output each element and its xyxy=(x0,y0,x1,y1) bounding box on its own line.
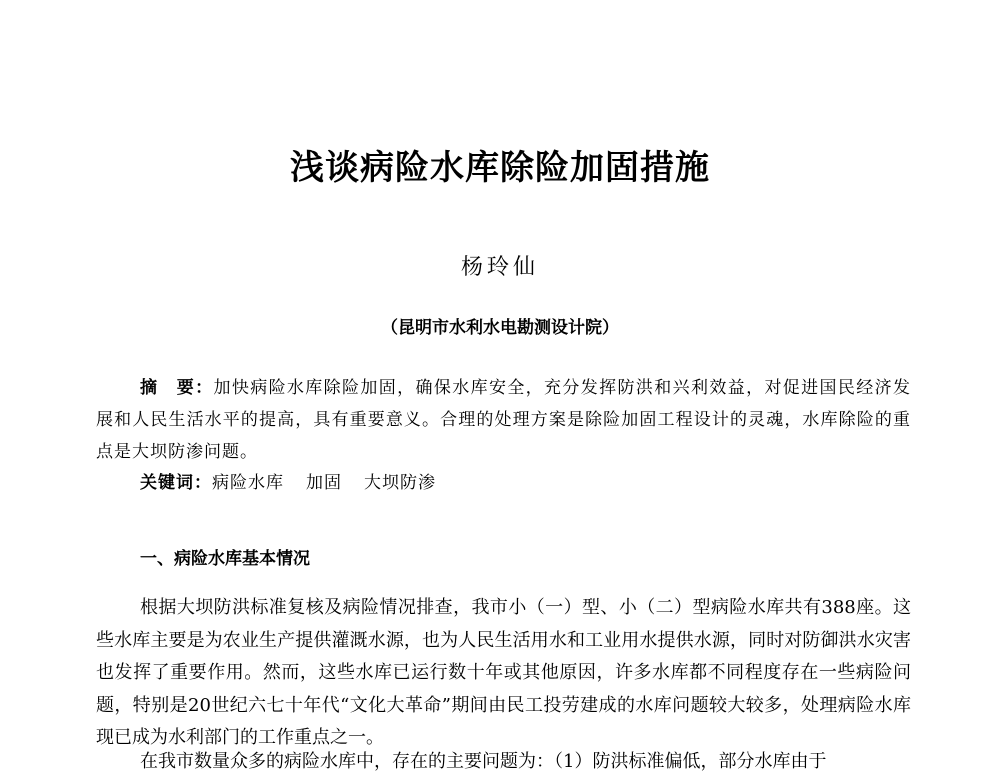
author-name: 杨玲仙 xyxy=(460,255,539,280)
section-heading: 一、病险水库基本情况 xyxy=(140,549,310,569)
body-paragraph: 根据大坝防洪标准复核及病险情况排查，我市小（一）型、小（二）型病险水库共有388座。这些水库主要是为农业生产提供灌溉水源，也为人民生活用水和工业用水提供水源，同时对防御洪水灾害也发挥了重要作用。然而，这些水库已运行数十年或其他原因，许多水库都不同程度存在一些病险问题，特别是20世纪六七十年代“文化大革命”期间由民工投劳建成的水库问题较大较多，处理病险水库现已成为水利部门的工作重点之一。 xyxy=(96,597,911,748)
keyword-item: 病险水库 xyxy=(212,473,284,493)
abstract-label: 摘 要： xyxy=(140,378,214,398)
abstract xyxy=(96,372,911,468)
keywords xyxy=(140,467,910,499)
abstract-text: 加快病险水库除险加固，确保水库安全，充分发挥防洪和兴利效益，对促进国民经济发展和人民生活水平的提高，具有重要意义。合理的处理方案是除险加固工程设计的灵魂，水库除险的重点是大坝防渗问题。 xyxy=(96,378,912,462)
author-affiliation: （昆明市水利水电勘测设计院） xyxy=(381,318,619,338)
keyword-item: 加固 xyxy=(306,473,342,493)
paper-title: 浅谈病险水库除险加固措施 xyxy=(290,148,710,188)
body-paragraph: 在我市数量众多的病险水库中，存在的主要问题为：（1）防洪标准偏低，部分水库由于 xyxy=(140,751,827,772)
keyword-item: 大坝防渗 xyxy=(364,473,436,493)
keywords-label: 关键词： xyxy=(140,473,212,493)
